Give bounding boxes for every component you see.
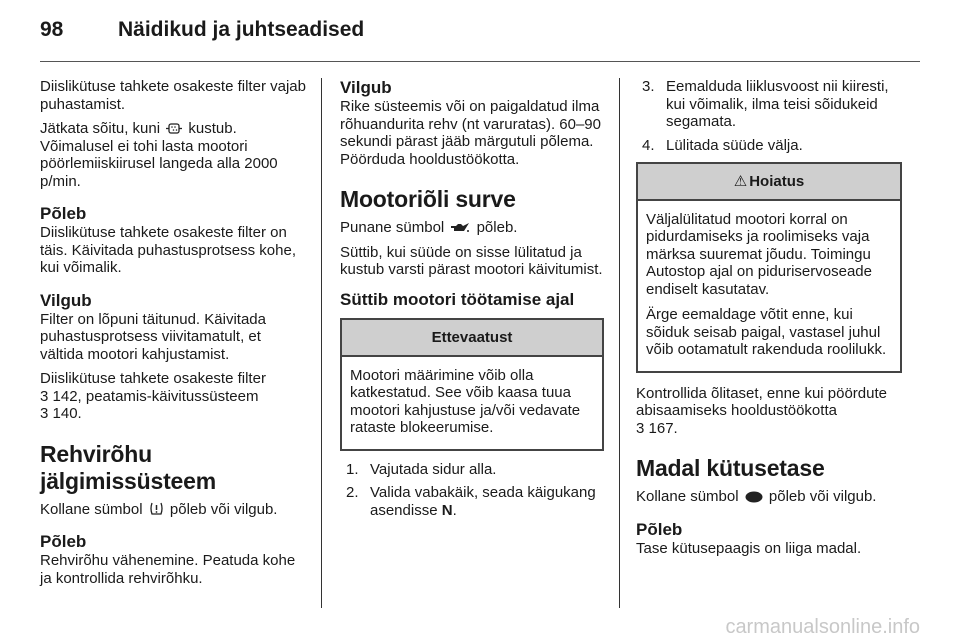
column-divider <box>321 78 322 608</box>
paragraph: Rehvirõhu vähenemine. Peatuda kohe ja kontrollida rehvirõhku. <box>40 552 296 587</box>
tire-pressure-icon <box>149 501 164 516</box>
heading-vilgub: Vilgub <box>40 290 92 310</box>
list-item: 4. Lülitada süüde välja. <box>642 136 803 154</box>
running-title: Näidikud ja juhtseadised <box>118 18 365 41</box>
page-reference[interactable]: 142, peatamis-käivitussüsteem <box>52 387 259 405</box>
list-item: 2. Valida vabakäik, seada käigukang asendisse N. <box>346 484 596 519</box>
page-reference-icon: 3 <box>636 419 645 437</box>
paragraph: Kollane sümbol põleb või vilgub. <box>40 500 278 518</box>
column-divider <box>619 78 620 608</box>
caution-title: Ettevaatust <box>342 320 602 357</box>
page-reference-icon: 3 <box>40 387 49 405</box>
caution-box <box>340 318 604 451</box>
section-heading-tire-pressure: Rehvirõhu jälgimissüsteem <box>40 440 216 494</box>
header-rule <box>40 61 920 62</box>
column-1 <box>40 78 308 594</box>
paragraph: Punane sümbol põleb. <box>340 219 518 236</box>
page-number: 98 <box>40 18 64 41</box>
paragraph: Kollane sümbol põleb või vilgub. <box>636 488 877 505</box>
warning-text: Ärge eemaldage võtit enne, kui sõiduk seisab paigal, vastasel juhul võib ootamatult rakenduda roolilukk. <box>646 306 887 358</box>
heading-poleb: Põleb <box>636 519 683 539</box>
list-item: 1. Vajutada sidur alla. <box>346 460 497 478</box>
paragraph: Diislikütuse tahkete osakeste filter 3 142, peatamis-käivitussüsteem 3 140. <box>40 370 266 422</box>
paragraph: Jätkata sõitu, kuni kustub. Võimalusel ei tohi lasta mootori pöörlemiiskiirusel langeda alla 2000 p/min. <box>40 120 278 190</box>
section-heading-oil-pressure: Mootoriõli surve <box>340 186 516 212</box>
diesel-particulate-filter-icon <box>166 122 182 135</box>
paragraph: Kontrollida õlitaset, enne kui pöördute abisaamiseks hooldustöökotta 3 167. <box>636 384 888 437</box>
steps-list <box>636 78 902 154</box>
section-heading-low-fuel: Madal kütusetase <box>636 455 825 481</box>
subheading-running: Süttib mootori töötamise ajal <box>340 289 575 309</box>
caution-text: Mootori määrimine võib olla katkestatud. See võib kaasa tuua mootori kahjustuse ja/või vedavate rataste blokeerumise. <box>350 366 581 436</box>
warning-box <box>636 162 902 373</box>
oil-can-icon <box>450 222 470 234</box>
page-header <box>40 18 364 48</box>
heading-poleb: Põleb <box>40 532 87 551</box>
watermark: carmanualsonline.info <box>725 616 920 638</box>
warning-triangle-icon: ⚠ <box>733 173 748 190</box>
heading-vilgub: Vilgub <box>340 78 392 97</box>
steps-list <box>340 461 604 520</box>
list-item: 3. Eemalduda liiklusvoost nii kiiresti, kui võimalik, ilma teisi sõidukeid segamata. <box>642 78 889 130</box>
paragraph: Rike süsteemis või on paigaldatud ilma rõhuandurita rehv (nt varuratas). 60–90 sekundi pärast jääb märgutuli põlema. Pöörduda hooldustöökotta. <box>340 98 601 168</box>
column-3 <box>636 78 902 564</box>
heading-poleb: Põleb <box>40 204 87 223</box>
warning-title: ⚠ Hoiatus <box>638 164 900 201</box>
page-reference[interactable]: 167. <box>648 419 678 437</box>
paragraph: Süttib, kui süüde on sisse lülitatud ja kustub varsti pärast mootori käivitumist. <box>340 243 603 278</box>
fuel-indicator-icon <box>745 491 763 503</box>
warning-text: Väljalülitatud mootori korral on pidurdamiseks ja roolimiseks vaja märksa suuremat jõudu. Toimingu Autostop ajal on piduriservoseade endiselt kasutatav. <box>646 210 872 298</box>
column-2 <box>340 78 604 527</box>
page-reference-icon: 3 <box>40 405 49 422</box>
paragraph: Tase kütusepaagis on liiga madal. <box>636 539 862 557</box>
paragraph: Filter on lõpuni täitunud. Käivitada puhastusprotsess viivitamatult, et vältida mootori kahjustamist. <box>40 310 266 363</box>
page-reference[interactable]: 140. <box>52 405 82 422</box>
paragraph: Diislikütuse tahkete osakeste filter vajab puhastamist. <box>40 78 306 113</box>
paragraph: Diislikütuse tahkete osakeste filter on täis. Käivitada puhastusprotsess kohe, kui võimalik. <box>40 224 296 276</box>
